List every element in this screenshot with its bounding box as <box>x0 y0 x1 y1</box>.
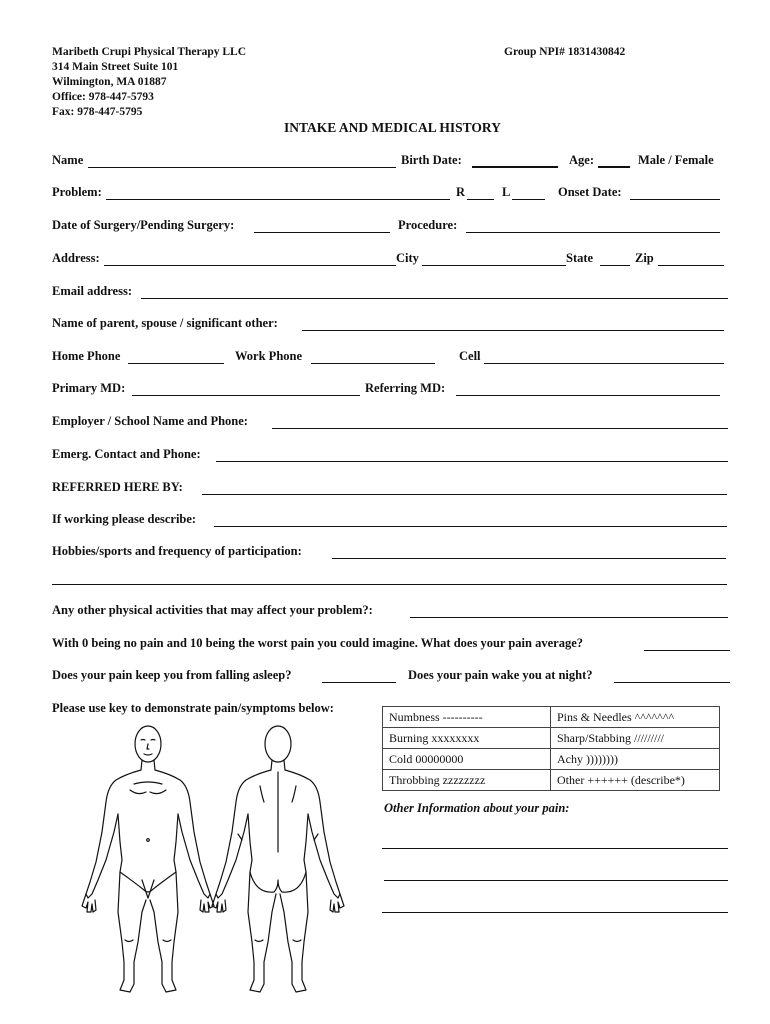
other-info-line-2[interactable] <box>384 880 728 881</box>
left-field[interactable] <box>512 199 545 200</box>
name-field[interactable] <box>88 167 396 168</box>
employer-field[interactable] <box>272 428 728 429</box>
referred-by-field[interactable] <box>202 494 727 495</box>
pain-key-pins-needles: Pins & Needles ^^^^^^^ <box>551 707 720 728</box>
city-label: City <box>396 251 419 265</box>
table-row <box>383 749 720 770</box>
practice-name: Maribeth Crupi Physical Therapy LLC <box>52 46 247 58</box>
referred-by-label: REFERRED HERE BY: <box>52 480 183 494</box>
referring-md-label: Referring MD: <box>365 381 446 395</box>
practice-street: 314 Main Street Suite 101 <box>52 61 179 73</box>
form-title: INTAKE AND MEDICAL HISTORY <box>284 120 501 135</box>
working-label: If working please describe: <box>52 512 197 526</box>
pain-key-cold: Cold 00000000 <box>383 749 551 770</box>
pain-key-numbness: Numbness ---------- <box>383 707 551 728</box>
table-row <box>383 707 720 728</box>
practice-fax: Fax: 978-447-5795 <box>52 106 143 118</box>
sex-options[interactable]: Male / Female <box>638 153 714 167</box>
birth-date-field[interactable] <box>472 166 558 168</box>
work-phone-field[interactable] <box>311 363 435 364</box>
other-info-line-3[interactable] <box>382 912 728 913</box>
email-field[interactable] <box>141 298 728 299</box>
left-label: L <box>502 185 511 199</box>
city-field[interactable] <box>422 265 566 266</box>
state-label: State <box>566 251 594 265</box>
onset-date-field[interactable] <box>630 199 720 200</box>
key-instructions: Please use key to demonstrate pain/symptoms below: <box>52 701 334 715</box>
hobbies-field[interactable] <box>332 558 726 559</box>
pain-asleep-field[interactable] <box>322 682 396 683</box>
primary-md-field[interactable] <box>132 395 360 396</box>
front-body-figure[interactable] <box>82 726 214 992</box>
surgery-date-field[interactable] <box>254 232 390 233</box>
home-phone-label: Home Phone <box>52 349 121 363</box>
referring-md-field[interactable] <box>456 395 720 396</box>
age-field[interactable] <box>598 166 630 168</box>
surgery-date-label: Date of Surgery/Pending Surgery: <box>52 218 235 232</box>
work-phone-label: Work Phone <box>235 349 303 363</box>
pain-key-other: Other ++++++ (describe*) <box>551 770 720 791</box>
group-npi: Group NPI# 1831430842 <box>504 46 626 58</box>
cell-label: Cell <box>459 349 481 363</box>
pain-asleep-label: Does your pain keep you from falling asleep? <box>52 668 292 682</box>
state-field[interactable] <box>600 265 630 266</box>
employer-label: Employer / School Name and Phone: <box>52 414 248 428</box>
birth-date-label: Birth Date: <box>401 153 462 167</box>
cell-field[interactable] <box>484 363 724 364</box>
onset-date-label: Onset Date: <box>558 185 622 199</box>
name-label: Name <box>52 153 84 167</box>
address-label: Address: <box>52 251 100 265</box>
problem-label: Problem: <box>52 185 102 199</box>
pain-key-table <box>382 706 720 791</box>
practice-city: Wilmington, MA 01887 <box>52 76 167 88</box>
pain-wake-field[interactable] <box>614 682 730 683</box>
parent-spouse-label: Name of parent, spouse / significant other: <box>52 316 278 330</box>
pain-key-burning: Burning xxxxxxxx <box>383 728 551 749</box>
body-diagram-figures[interactable] <box>78 722 378 1002</box>
primary-md-label: Primary MD: <box>52 381 126 395</box>
email-label: Email address: <box>52 284 132 298</box>
parent-spouse-field[interactable] <box>302 330 724 331</box>
table-row <box>383 770 720 791</box>
other-info-line-1[interactable] <box>382 848 728 849</box>
procedure-label: Procedure: <box>398 218 458 232</box>
hobbies-field-continued[interactable] <box>52 584 727 585</box>
pain-wake-label: Does your pain wake you at night? <box>408 668 593 682</box>
other-activities-label: Any other physical activities that may affect your problem?: <box>52 603 373 617</box>
procedure-field[interactable] <box>466 232 720 233</box>
other-activities-field[interactable] <box>410 617 728 618</box>
emergency-contact-label: Emerg. Contact and Phone: <box>52 447 201 461</box>
back-body-figure[interactable] <box>212 726 344 992</box>
pain-scale-label: With 0 being no pain and 10 being the worst pain you could imagine. What does your pain average? <box>52 636 583 650</box>
home-phone-field[interactable] <box>128 363 224 364</box>
table-row <box>383 728 720 749</box>
hobbies-label: Hobbies/sports and frequency of participation: <box>52 544 302 558</box>
pain-key-achy: Achy )))))))) <box>551 749 720 770</box>
zip-field[interactable] <box>658 265 724 266</box>
age-label: Age: <box>569 153 594 167</box>
pain-key-throbbing: Throbbing zzzzzzzz <box>383 770 551 791</box>
pain-key-sharp: Sharp/Stabbing ///////// <box>551 728 720 749</box>
right-label: R <box>456 185 466 199</box>
problem-field[interactable] <box>106 199 450 200</box>
address-field[interactable] <box>104 265 396 266</box>
emergency-contact-field[interactable] <box>216 461 728 462</box>
other-info-label: Other Information about your pain: <box>384 801 570 815</box>
pain-average-field[interactable] <box>644 650 730 651</box>
right-field[interactable] <box>467 199 494 200</box>
zip-label: Zip <box>635 251 654 265</box>
working-field[interactable] <box>214 526 727 527</box>
practice-office-phone: Office: 978-447-5793 <box>52 91 154 103</box>
